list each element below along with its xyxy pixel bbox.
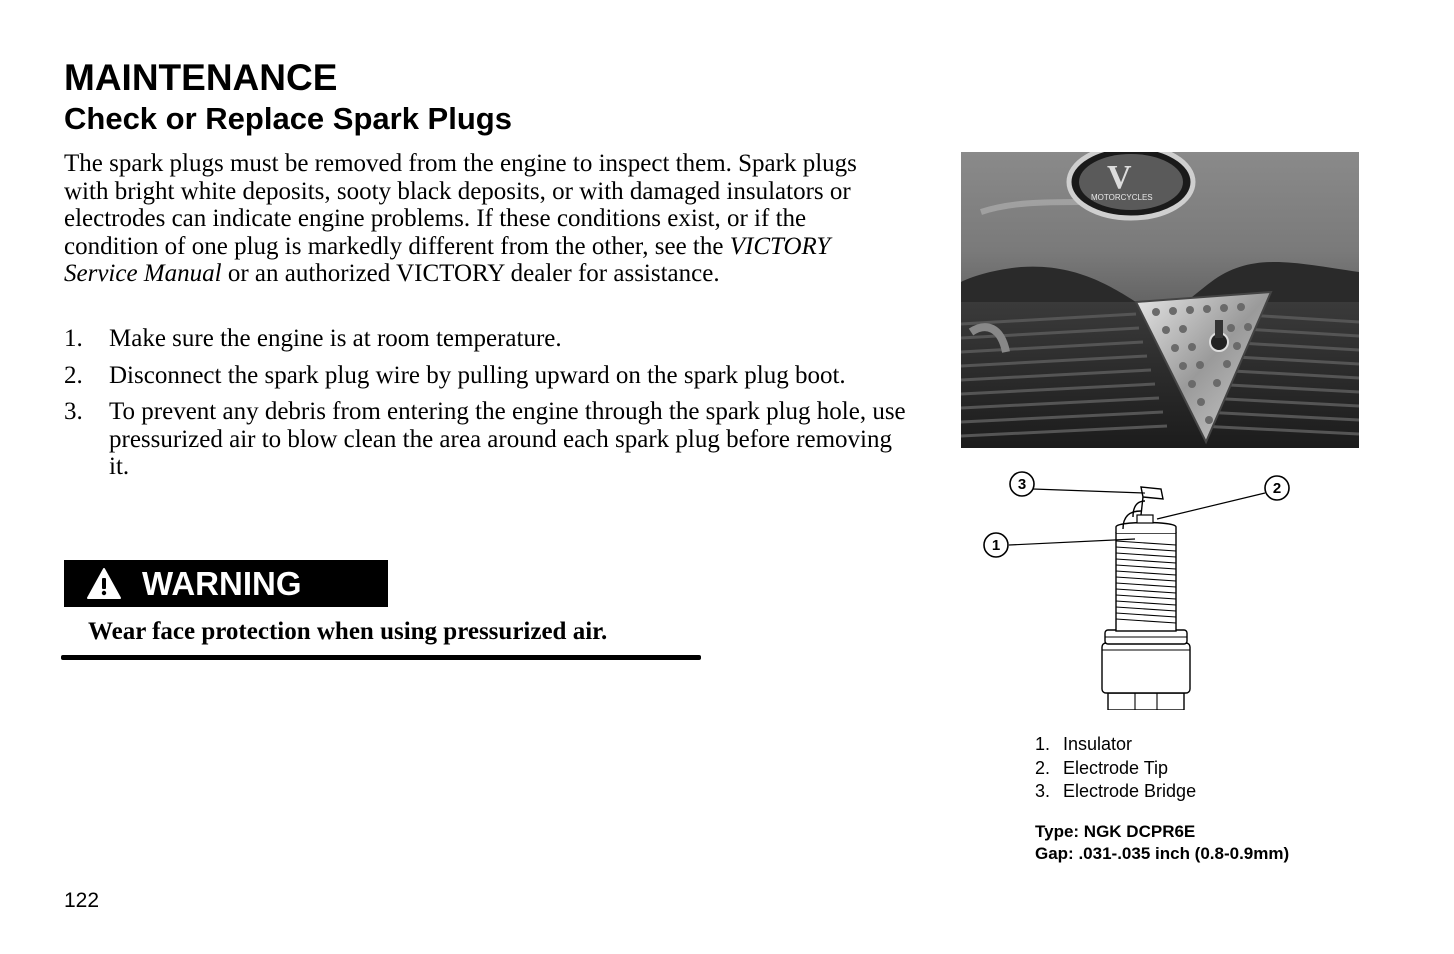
intro-text-end: or an authorized VICTORY dealer for assistance. xyxy=(221,260,720,287)
step-item xyxy=(64,362,914,390)
service-manual-title: VICTORY Service Manual xyxy=(64,232,831,287)
callout-1-label: 1 xyxy=(991,537,1001,554)
step-item xyxy=(64,325,914,353)
legend-label: Insulator xyxy=(1063,734,1133,754)
spec-gap: Gap: .031-.035 inch (0.8-0.9mm) xyxy=(1035,844,1290,863)
page-title: Check or Replace Spark Plugs xyxy=(64,101,512,136)
warning-triangle-icon xyxy=(86,567,122,600)
spark-plug-diagram xyxy=(975,465,1315,710)
legend-label: Electrode Tip xyxy=(1063,757,1169,778)
legend-number: 3. xyxy=(1035,781,1051,801)
section-title: MAINTENANCE xyxy=(64,57,338,98)
step-number: 2. xyxy=(64,361,83,389)
legend-item xyxy=(1035,780,1196,804)
legend-number: 2. xyxy=(1035,757,1051,778)
intro-text-start: The spark plugs must be removed from the engine to inspect them. Spark plugs with bright white deposits, sooty black deposits, or with damaged insulators or electrodes can indicate engine problems. If these conditions exist, or if the condition of one plug is markedly different from the other, see the xyxy=(64,150,857,260)
step-text: Disconnect the spark plug wire by pulling upward on the spark plug boot. xyxy=(109,361,846,389)
step-number: 3. xyxy=(64,398,83,425)
spec-type: Type: NGK DCPR6E xyxy=(1035,822,1196,841)
legend-item xyxy=(1035,733,1196,757)
warning-banner xyxy=(64,560,388,607)
spark-plug-spec xyxy=(1035,821,1289,865)
step-number: 1. xyxy=(64,325,83,352)
diagram-legend xyxy=(1035,733,1196,804)
intro-paragraph xyxy=(64,150,904,288)
page-number: 122 xyxy=(64,889,100,912)
steps-list xyxy=(64,325,914,490)
legend-label: Electrode Bridge xyxy=(1063,781,1197,801)
callout-2-label: 2 xyxy=(1272,480,1282,497)
step-item xyxy=(64,398,914,481)
badge-letter: V xyxy=(1107,159,1132,196)
warning-label: WARNING xyxy=(142,565,302,602)
warning-divider xyxy=(61,655,701,660)
engine-photo xyxy=(961,152,1359,448)
callout-3-label: 3 xyxy=(1017,476,1027,493)
badge-text: MOTORCYCLES xyxy=(1091,193,1153,202)
legend-item xyxy=(1035,757,1196,781)
warning-text: Wear face protection when using pressurized air. xyxy=(88,618,608,645)
legend-number: 1. xyxy=(1035,734,1051,754)
step-text: To prevent any debris from entering the engine through the spark plug hole, use pressurized air to blow clean the area around each spark plug before removing it. xyxy=(109,398,906,480)
step-text: Make sure the engine is at room temperature. xyxy=(109,325,562,352)
